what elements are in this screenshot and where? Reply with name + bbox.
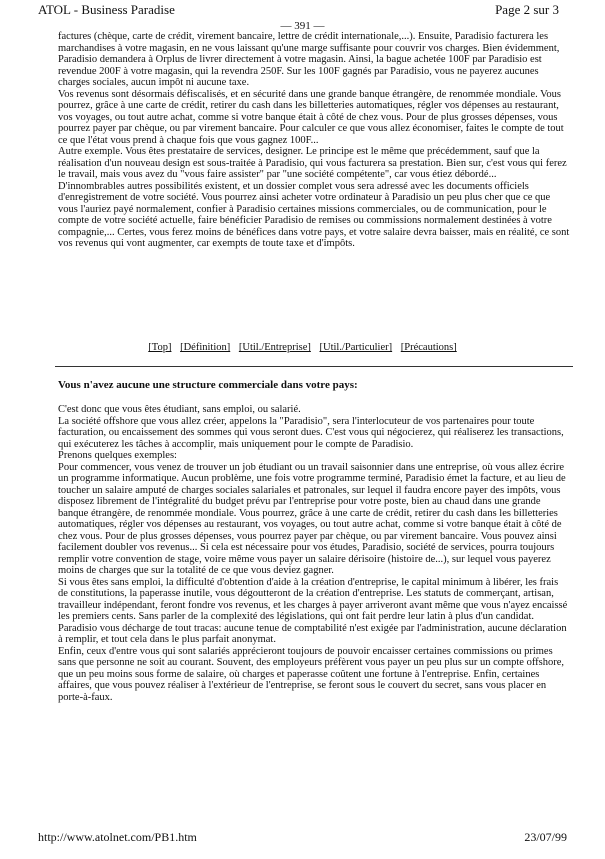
paragraph: La société offshore que vous allez créer, appelons la "Paradisio", sera l'interlocuteur de vos partenaires pour toute facturation, ou encaissement des sommes qui vous seront dues. C'est vous qui négocierez, qui réaliserez les transactions, qui exécuterez les tâches à accomplir, mais uniquement pour le compte de Paradisio.	[58, 415, 564, 450]
paragraph: Autre exemple. Vous êtes prestataire de services, designer. Le principe est le même que précédemment, sauf que la réalisation d'un nouveau design est sous-traitée à Paradisio, qui vous facturera sa prestation. Bien sur, c'est vous qui ferez le travail, mais vous avez du "vous faire assister" par "une société compétente", car vous étiez débordé...	[58, 146, 567, 180]
paragraph: C'est donc que vous êtes étudiant, sans emploi, ou salarié.	[58, 404, 301, 415]
paragraph: D'innombrables autres possibilités existent, et un dossier complet vous sera adressé avec les documents officiels d'enregistrement de votre société. Vous pourrez ainsi acheter votre ordinateur à Paradisio un peu plus cher que ce que vous l'auriez payé normalement, confier à Paradisio certaines missions commerciales, ou de communication, pour le compte de votre société actuelle, faire bénéficier Paradisio de remises ou commissions normalement destinées à votre compagnie,... Certes, vous ferez moins de bénéfices dans votre pays, et votre salaire devra baisser, mais en réalité, ce sont vos revenus qui vont augmenter, car exempts de toute taxe et d'impôts.	[58, 180, 570, 249]
page-header-pagination: Page 2 sur 3	[495, 2, 559, 17]
paragraph: factures (chèque, carte de crédit, virement bancaire, lettre de crédit internationale,...). Ensuite, Paradisio facturera les marchandises à votre magasin, en ne vous laissant qu'une marge suffisante pour couvrir vos charges. Bien évidemment, Paradisio demandera à Orplus de livrer directement à votre magasin. Ainsi, la bague achetée 100F par Paradisio est revendue 200F à votre magasin, qui la revendra 250F. Sur les 100F gagnés par Paradisio, vous ne payerez aucunes charges sociales, aucun impôt ni aucune taxe.	[58, 31, 560, 88]
paragraph: Si vous êtes sans emploi, la difficulté d'obtention d'aide à la création d'entreprise, le capital minimum à libérer, les frais de constitutions, la paperasse inutile, vous dégoutteront de la création d'entreprise. Les statuts de commerçant, artisan, travailleur indépendant, feront fondre vos revenus, et les charges à payer arriveront avant même que vous n'ayez encaissé les premiers cents. Sans parler de la complexité des législations, qui ont fait perdre leur latin à plus d'un candidat.	[58, 576, 568, 622]
page-number: — 391 —	[280, 20, 325, 32]
section-two-title: Vous n'avez aucune une structure commerciale dans votre pays:	[58, 379, 358, 391]
paragraph: Enfin, ceux d'entre vous qui sont salariés apprécieront toujours de pouvoir encaisser certaines commissions ou primes sans que personne ne soit au courant. Souvent, des employeurs préfèrent vous payer un peu plus sur un compte offshore, que un peu moins sous forme de salaire, où charges et paperasse coûtent une fortune à l'entreprise. Enfin, certaines affaires, que vous pouvez réaliser à l'extérieur de l'entreprise, se feront sous le couvert du secret, sans vous placer en porte-à-faux.	[58, 645, 565, 703]
paragraph: Paradisio vous décharge de tout tracas: aucune tenue de comptabilité n'est exigée par l'administration, aucune déclaration à remplir, et tout cela dans le plus parfait anonymat.	[58, 622, 567, 645]
footer-date: 23/07/99	[524, 830, 567, 844]
paragraph: Prenons quelques exemples:	[58, 450, 177, 461]
nav-link-precautions[interactable]: [Précautions]	[400, 342, 457, 353]
nav-link-util-particulier[interactable]: [Util./Particulier]	[319, 342, 393, 353]
nav-link-top[interactable]: [Top]	[148, 342, 172, 353]
horizontal-rule	[55, 366, 573, 367]
nav-link-util-entreprise[interactable]: [Util./Entreprise]	[238, 342, 311, 353]
paragraph: Pour commencer, vous venez de trouver un job étudiant ou un travail saisonnier dans une entreprise, où vous allez écrire un programme informatique. Aucun problème, une fois votre programme terminé, Paradisio émet la facture, et au lieu de toucher un salaire amputé de charges sociales salariales et patronales, sur lequel il faudra encore payer des impôts, vous disposez librement de l'intégralité du budget prévu par l'entreprise pour votre poste, bien au chaud dans une grande banque étrangère, de renommée mondiale. Vous pourrez, grâce à une carte de crédit, retirer du cash dans les billetteries automatiques, régler vos dépenses au restaurant, vos voyages, ou tout autre achat, comme si votre banque était à côté de chez vous. Pour de plus grosses dépenses, vous pourrez payer par chèque, ou par virement bancaire. Vous pouvez ainsi facilement doubler vos revenus... Si cela est nécessaire pour vos études, Paradisio, société de services, pourra toujours remplir votre convention de stage, voire même vous payer un salaire dérisoire (histoire de...), sur lequel vous payerez moins de charges que sur la totalité de ce que vous deviez gagner.	[58, 461, 566, 576]
section-two-body	[58, 404, 570, 703]
page-header-title: ATOL - Business Paradise	[38, 2, 175, 17]
nav-link-definition[interactable]: [Définition]	[180, 342, 231, 353]
navigation-links	[0, 342, 605, 353]
section-one-body	[58, 31, 570, 250]
footer-url: http://www.atolnet.com/PB1.htm	[38, 830, 197, 844]
paragraph: Vos revenus sont désormais défiscalisés, et en sécurité dans une grande banque étrangère, de renommée mondiale. Vous pourrez, grâce à une carte de crédit, retirer du cash dans les billetteries automatiques, régler vos dépenses au restaurant, vos voyages, ou tout autre achat, comme si votre banque était à côté de chez vous. Pour de plus grosses dépenses, vous pourrez payer par chèque, ou par virement bancaire. Pour calculer ce que vous allez économiser, faites le compte de tout ce que l'état vous prend à chaque fois que vous gagnez 100F...	[58, 88, 564, 146]
